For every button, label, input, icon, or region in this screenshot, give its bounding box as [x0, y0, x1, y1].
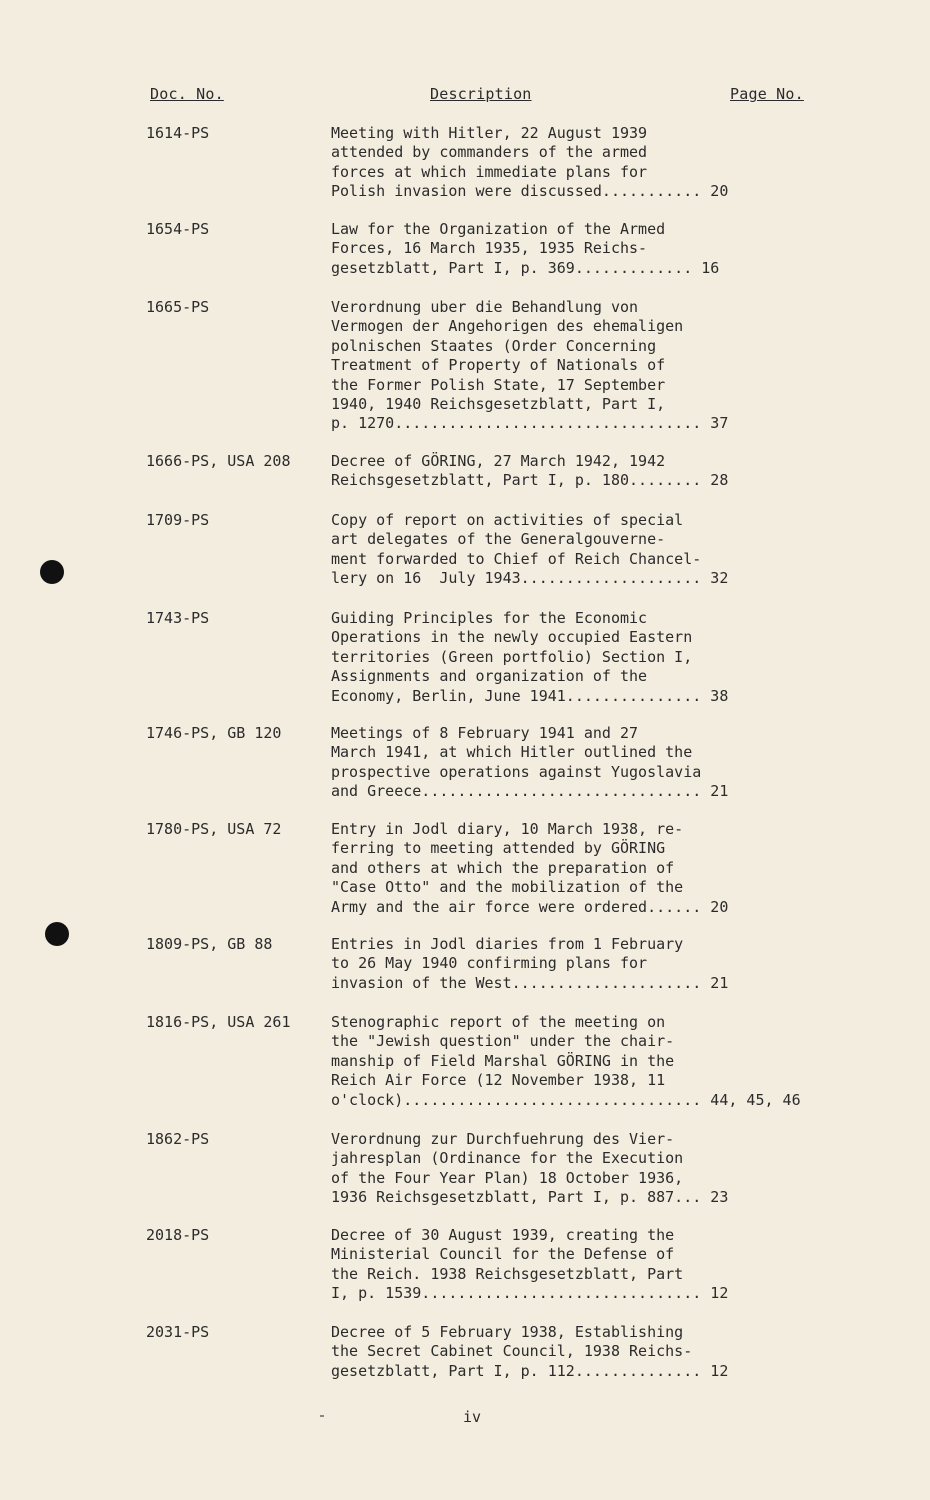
description-line: Operations in the newly occupied Eastern [331, 628, 693, 647]
page-number-footer: iv [463, 1408, 482, 1426]
description-line: ferring to meeting attended by GÖRING [331, 839, 666, 858]
description-line: forces at which immediate plans for [331, 162, 648, 181]
description-line: Decree of GÖRING, 27 March 1942, 1942 [331, 452, 666, 470]
description-line: art delegates of the Generalgouverne- [331, 530, 666, 549]
description-line: Reich Air Force (12 November 1938, 11 [331, 1071, 666, 1090]
doc-number: 1816-PS, USA 261 [146, 1013, 291, 1031]
header-description: Description [430, 85, 532, 103]
doc-number: 1665-PS [146, 298, 210, 316]
leader-text: and Greece............................... [331, 782, 702, 801]
leader-text: Army and the air force were ordered...... [331, 897, 702, 916]
description-last-line [331, 471, 731, 490]
description-line: Entry in Jodl diary, 10 March 1938, re- [331, 820, 684, 838]
leader-text: gesetzblatt, Part I, p. 112.............. [331, 1361, 702, 1380]
page-reference: 32 [710, 569, 729, 588]
description-last-line [331, 182, 731, 201]
entry-description [331, 511, 731, 589]
description-last-line [331, 569, 731, 588]
doc-number: 1666-PS, USA 208 [146, 452, 291, 470]
description-line: Forces, 16 March 1935, 1935 Reichs- [331, 239, 648, 258]
page-reference: 28 [710, 471, 729, 490]
header-page-no: Page No. [730, 85, 804, 103]
description-line: Verordnung uber die Behandlung von [331, 298, 639, 316]
doc-number: 1614-PS [146, 124, 210, 142]
description-line: the Former Polish State, 17 September [331, 375, 666, 394]
page-reference: 21 [710, 973, 729, 992]
description-line: the "Jewish question" under the chair- [331, 1032, 675, 1051]
description-last-line [331, 898, 731, 917]
doc-number: 1654-PS [146, 220, 210, 238]
description-line: jahresplan (Ordinance for the Execution [331, 1149, 684, 1168]
description-last-line [331, 1188, 731, 1207]
leader-text: I, p. 1539............................... [331, 1284, 702, 1303]
description-last-line [331, 1284, 731, 1303]
page-reference: 23 [710, 1188, 729, 1207]
description-line: the Secret Cabinet Council, 1938 Reichs- [331, 1342, 693, 1361]
entry-description [331, 220, 731, 278]
mark [320, 1415, 324, 1417]
description-line: Copy of report on activities of special [331, 511, 684, 529]
doc-number: 2018-PS [146, 1226, 210, 1244]
description-last-line [331, 974, 731, 993]
leader-text: invasion of the West..................... [331, 973, 702, 992]
entry-description [331, 1323, 731, 1381]
description-last-line [331, 1090, 801, 1110]
page-reference: 16 [701, 258, 720, 277]
leader-text: o'clock)................................. [331, 1090, 702, 1109]
description-line: polnischen Staates (Order Concerning [331, 336, 657, 355]
entry-description [331, 724, 731, 802]
leader-text: Polish invasion were discussed........... [331, 182, 702, 201]
description-last-line [331, 782, 731, 801]
description-last-line [331, 414, 731, 433]
page-reference: 12 [710, 1284, 729, 1303]
page-reference: 12 [710, 1361, 729, 1380]
description-line: to 26 May 1940 confirming plans for [331, 954, 648, 973]
doc-number: 2031-PS [146, 1323, 210, 1341]
page-reference: 44, 45, 46 [710, 1090, 801, 1109]
entry-description [331, 1226, 731, 1304]
doc-number: 1709-PS [146, 511, 210, 529]
doc-number: 1780-PS, USA 72 [146, 820, 282, 838]
entry-description [331, 935, 731, 993]
doc-number: 1746-PS, GB 120 [146, 724, 282, 742]
doc-number: 1743-PS [146, 609, 210, 627]
entry-description [331, 820, 731, 917]
description-line: Treatment of Property of Nationals of [331, 356, 666, 375]
doc-number: 1809-PS, GB 88 [146, 935, 273, 953]
description-line: Meeting with Hitler, 22 August 1939 [331, 124, 648, 142]
description-last-line [331, 687, 731, 706]
description-line: attended by commanders of the armed [331, 143, 648, 162]
page-reference: 21 [710, 782, 729, 801]
entry-description [331, 609, 731, 706]
description-line: Assignments and organization of the [331, 667, 648, 686]
page-reference: 37 [710, 414, 729, 433]
page-reference: 20 [710, 897, 729, 916]
leader-text: Reichsgesetzblatt, Part I, p. 180........ [331, 471, 702, 490]
entry-description [331, 1013, 801, 1110]
leader-text: Economy, Berlin, June 1941............... [331, 686, 702, 705]
description-line: Vermogen der Angehorigen des ehemaligen [331, 317, 684, 336]
leader-text: lery on 16 July 1943.................... [331, 569, 702, 588]
description-line: Ministerial Council for the Defense of [331, 1245, 675, 1264]
entry-description [331, 1130, 731, 1208]
page-reference: 38 [710, 686, 729, 705]
punch-hole [45, 922, 69, 946]
description-line: Guiding Principles for the Economic [331, 609, 648, 627]
description-line: Decree of 30 August 1939, creating the [331, 1226, 675, 1244]
description-line: Meetings of 8 February 1941 and 27 [331, 724, 639, 742]
description-line: and others at which the preparation of [331, 858, 675, 877]
description-line: 1940, 1940 Reichsgesetzblatt, Part I, [331, 395, 666, 414]
punch-hole [40, 560, 64, 584]
description-line: Stenographic report of the meeting on [331, 1013, 666, 1031]
description-line: territories (Green portfolio) Section I, [331, 647, 693, 666]
description-line: Verordnung zur Durchfuehrung des Vier- [331, 1130, 675, 1148]
leader-text: p. 1270.................................. [331, 414, 702, 433]
entry-description [331, 298, 731, 434]
page-reference: 20 [710, 182, 729, 201]
description-line: "Case Otto" and the mobilization of the [331, 878, 684, 897]
leader-text: gesetzblatt, Part I, p. 369............. [331, 258, 693, 277]
description-line: manship of Field Marshal GÖRING in the [331, 1051, 675, 1070]
header-doc-no: Doc. No. [150, 85, 224, 103]
description-line: March 1941, at which Hitler outlined the [331, 743, 693, 762]
entry-description [331, 124, 731, 202]
description-line: Decree of 5 February 1938, Establishing [331, 1323, 684, 1341]
doc-number: 1862-PS [146, 1130, 210, 1148]
description-last-line [331, 1362, 731, 1381]
description-line: Law for the Organization of the Armed [331, 220, 666, 238]
description-line: Entries in Jodl diaries from 1 February [331, 935, 684, 953]
description-last-line [331, 259, 731, 278]
description-line: ment forwarded to Chief of Reich Chancel- [331, 549, 702, 568]
leader-text: 1936 Reichsgesetzblatt, Part I, p. 887... [331, 1188, 702, 1207]
entry-description [331, 452, 731, 491]
description-line: of the Four Year Plan) 18 October 1936, [331, 1168, 684, 1187]
description-line: the Reich. 1938 Reichsgesetzblatt, Part [331, 1264, 684, 1283]
description-line: prospective operations against Yugoslavia [331, 762, 702, 781]
